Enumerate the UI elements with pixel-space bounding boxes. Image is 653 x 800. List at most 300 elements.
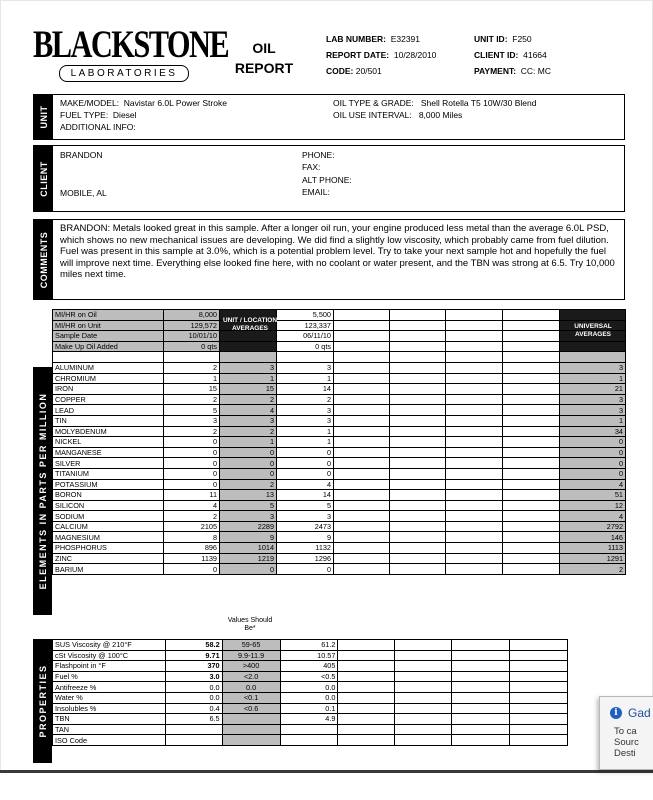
empty-history-cell [452, 671, 510, 682]
element-row [53, 458, 626, 469]
report-title [228, 38, 300, 78]
unit-id: F250 [512, 34, 532, 44]
element-row [53, 500, 626, 511]
empty-history-cell [334, 490, 390, 501]
empty-history-cell [334, 320, 390, 331]
element-label: IRON [53, 384, 164, 395]
property-should-be: 9.9-11.9 [222, 650, 280, 661]
element-previous: 2473 [277, 521, 334, 532]
property-row [53, 682, 568, 693]
info-row-label: Make Up Oil Added [53, 341, 164, 352]
empty-history-cell [390, 468, 446, 479]
element-current: 8 [164, 532, 220, 543]
empty-history-cell [503, 310, 560, 321]
element-unit-average: 1 [220, 437, 277, 448]
element-row [53, 373, 626, 384]
empty-history-cell [446, 532, 503, 543]
empty-history-cell [503, 405, 560, 416]
popup-line1: To ca [614, 726, 637, 737]
fuel-type-label: FUEL TYPE: [60, 110, 109, 120]
info-row-current: 8,000 [164, 310, 220, 321]
empty-history-cell [510, 671, 568, 682]
element-row [53, 521, 626, 532]
empty-history-cell [334, 310, 390, 321]
make-model-label: MAKE/MODEL: [60, 98, 120, 108]
empty-history-cell [452, 650, 510, 661]
property-label: Flashpoint in °F [53, 661, 166, 672]
popup-line2: Sourc [614, 737, 639, 748]
empty-history-cell [446, 458, 503, 469]
property-label: SUS Viscosity @ 210°F [53, 640, 166, 651]
empty-history-cell [446, 468, 503, 479]
element-current: 2 [164, 362, 220, 373]
property-current: 3.0 [165, 671, 222, 682]
element-current: 4 [164, 500, 220, 511]
element-row [53, 468, 626, 479]
info-icon: i [610, 707, 622, 719]
empty-history-cell [503, 468, 560, 479]
empty-history-cell [334, 500, 390, 511]
empty-history-cell [446, 373, 503, 384]
empty-history-cell [395, 671, 452, 682]
element-unit-average: 2 [220, 394, 277, 405]
element-unit-average: 15 [220, 384, 277, 395]
empty-history-cell [510, 661, 568, 672]
spacer-cell [53, 352, 164, 363]
empty-history-cell [390, 362, 446, 373]
empty-history-cell [390, 553, 446, 564]
empty-history-cell [452, 682, 510, 693]
property-label: Antifreeze % [53, 682, 166, 693]
empty-history-cell [334, 405, 390, 416]
empty-history-cell [446, 384, 503, 395]
element-previous: 14 [277, 490, 334, 501]
element-label: BARIUM [53, 564, 164, 575]
client-name: BRANDON [60, 150, 103, 160]
property-current: 0.0 [165, 682, 222, 693]
empty-history-cell [338, 661, 395, 672]
empty-history-cell [390, 564, 446, 575]
payment: CC: MC [520, 66, 552, 76]
empty-history-cell [503, 384, 560, 395]
empty-history-cell [334, 553, 390, 564]
property-current: 6.5 [165, 714, 222, 725]
empty-history-cell [510, 714, 568, 725]
element-row [53, 511, 626, 522]
oil-type: Shell Rotella T5 10W/30 Blend [420, 98, 537, 108]
info-row [53, 320, 626, 331]
property-row [53, 735, 568, 746]
element-universal-average: 0 [560, 458, 626, 469]
spacer-cell [220, 352, 277, 363]
phone-label: PHONE: [302, 150, 335, 160]
property-previous [280, 735, 338, 746]
client-city: MOBILE, AL [60, 188, 107, 198]
element-label: TITANIUM [53, 468, 164, 479]
property-previous [280, 724, 338, 735]
empty-history-cell [446, 490, 503, 501]
info-row [53, 310, 626, 321]
property-should-be: >400 [222, 661, 280, 672]
empty-history-cell [395, 692, 452, 703]
client-tab-label: CLIENT [38, 160, 49, 197]
empty-history-cell [503, 479, 560, 490]
element-unit-average: 2 [220, 426, 277, 437]
info-row-label: MI/HR on Oil [53, 310, 164, 321]
info-row-current: 129,572 [164, 320, 220, 331]
element-previous: 1 [277, 373, 334, 384]
element-label: PHOSPHORUS [53, 543, 164, 554]
popup-line3: Desti [614, 748, 636, 759]
property-row [53, 671, 568, 682]
client-box [33, 145, 625, 212]
client-id-label: CLIENT ID: [474, 50, 519, 60]
client-id: 41664 [523, 50, 547, 60]
empty-history-cell [390, 437, 446, 448]
element-row [53, 437, 626, 448]
empty-history-cell [390, 458, 446, 469]
empty-history-cell [334, 468, 390, 479]
empty-history-cell [334, 532, 390, 543]
element-previous: 1296 [277, 553, 334, 564]
empty-history-cell [510, 640, 568, 651]
spacer-cell [390, 352, 446, 363]
empty-history-cell [338, 714, 395, 725]
universal-averages-cell [560, 310, 626, 321]
empty-history-cell [446, 511, 503, 522]
empty-history-cell [395, 724, 452, 735]
element-row [53, 384, 626, 395]
element-current: 3 [164, 415, 220, 426]
element-previous: 1 [277, 426, 334, 437]
element-previous: 3 [277, 415, 334, 426]
element-unit-average: 0 [220, 458, 277, 469]
report-title-line2: REPORT [234, 60, 294, 76]
elements-table [52, 309, 626, 575]
element-current: 0 [164, 468, 220, 479]
property-row [53, 692, 568, 703]
element-universal-average: 1 [560, 373, 626, 384]
element-unit-average: 4 [220, 405, 277, 416]
empty-history-cell [452, 735, 510, 746]
element-universal-average: 1113 [560, 543, 626, 554]
code-label: CODE: [326, 66, 354, 76]
empty-history-cell [334, 331, 390, 342]
element-row [53, 532, 626, 543]
info-row-previous: 123,337 [277, 320, 334, 331]
empty-history-cell [452, 692, 510, 703]
element-universal-average: 4 [560, 479, 626, 490]
property-label: TAN [53, 724, 166, 735]
empty-history-cell [390, 331, 446, 342]
property-row [53, 640, 568, 651]
property-previous: 0.0 [280, 682, 338, 693]
info-row [53, 341, 626, 352]
property-should-be [222, 714, 280, 725]
values-should-be-note: Values Should Be* [227, 617, 273, 632]
properties-table [52, 639, 568, 746]
empty-history-cell [446, 320, 503, 331]
empty-history-cell [390, 373, 446, 384]
empty-history-cell [452, 640, 510, 651]
properties-sidebar [33, 639, 52, 763]
element-label: MOLYBDENUM [53, 426, 164, 437]
empty-history-cell [446, 437, 503, 448]
empty-history-cell [446, 447, 503, 458]
property-label: cSt Viscosity @ 100°C [53, 650, 166, 661]
element-previous: 5 [277, 500, 334, 511]
element-unit-average: 0 [220, 564, 277, 575]
element-universal-average: 0 [560, 447, 626, 458]
elements-sidebar [33, 367, 52, 615]
comments-text: BRANDON: Metals looked great in this sample. After a longer oil run, your engine produced less metal than the average 6.0L PSD, which shows no new mechanical issues are developing. We did find a slightly low viscosity, which probably came from fuel dilution. Fuel was present in this sample at 3.0%, which is a potential problem level. Try to take your next sample hot and hopefully the fuel will improve next time. Everything else looked fine here, with no coolant or water present, and the TBN was strong at 6.5. Try 10,000 miles next time. [60, 223, 615, 280]
element-universal-average: 2792 [560, 521, 626, 532]
property-should-be: <2.0 [222, 671, 280, 682]
unit-box [33, 94, 625, 140]
spacer-cell [277, 352, 334, 363]
empty-history-cell [390, 341, 446, 352]
empty-history-cell [446, 415, 503, 426]
empty-history-cell [503, 341, 560, 352]
element-label: ZINC [53, 553, 164, 564]
empty-history-cell [334, 384, 390, 395]
property-label: Insolubles % [53, 703, 166, 714]
blackstone-logo [33, 23, 229, 87]
element-previous: 0 [277, 468, 334, 479]
element-current: 1139 [164, 553, 220, 564]
property-row [53, 714, 568, 725]
property-should-be [222, 724, 280, 735]
property-current: 0.4 [165, 703, 222, 714]
element-current: 0 [164, 447, 220, 458]
comments-tab [34, 220, 53, 299]
element-label: NICKEL [53, 437, 164, 448]
empty-history-cell [446, 553, 503, 564]
empty-history-cell [503, 500, 560, 511]
spacer-row [53, 352, 626, 363]
empty-history-cell [503, 553, 560, 564]
element-previous: 2 [277, 394, 334, 405]
empty-history-cell [446, 500, 503, 511]
unit-averages-cell [220, 341, 277, 352]
property-current: 9.71 [165, 650, 222, 661]
property-label: TBN [53, 714, 166, 725]
property-current [165, 724, 222, 735]
element-previous: 0 [277, 564, 334, 575]
report-title-line1: OIL [252, 40, 276, 56]
info-row-current: 10/01/10 [164, 331, 220, 342]
property-previous: 0.0 [280, 692, 338, 703]
oil-type-label: OIL TYPE & GRADE: [333, 98, 414, 108]
info-row-previous: 0 qts [277, 341, 334, 352]
property-previous: 4.9 [280, 714, 338, 725]
empty-history-cell [390, 426, 446, 437]
empty-history-cell [510, 682, 568, 693]
element-previous: 3 [277, 511, 334, 522]
element-row [53, 479, 626, 490]
empty-history-cell [446, 362, 503, 373]
element-label: MAGNESIUM [53, 532, 164, 543]
empty-history-cell [334, 394, 390, 405]
fax-label: FAX: [302, 162, 321, 172]
element-unit-average: 1219 [220, 553, 277, 564]
element-row [53, 543, 626, 554]
comments-tab-label: COMMENTS [38, 231, 49, 288]
element-unit-average: 9 [220, 532, 277, 543]
element-universal-average: 1291 [560, 553, 626, 564]
empty-history-cell [446, 310, 503, 321]
property-row [53, 724, 568, 735]
universal-averages-header: UNIVERSAL AVERAGES [574, 323, 612, 338]
empty-history-cell [510, 735, 568, 746]
element-previous: 14 [277, 384, 334, 395]
empty-history-cell [390, 415, 446, 426]
element-label: TIN [53, 415, 164, 426]
empty-history-cell [446, 543, 503, 554]
empty-history-cell [334, 415, 390, 426]
element-row [53, 405, 626, 416]
element-previous: 0 [277, 458, 334, 469]
element-previous: 1132 [277, 543, 334, 554]
element-unit-average: 1 [220, 373, 277, 384]
empty-history-cell [446, 405, 503, 416]
empty-history-cell [334, 543, 390, 554]
client-tab [34, 146, 53, 211]
empty-history-cell [334, 437, 390, 448]
empty-history-cell [395, 650, 452, 661]
fuel-type: Diesel [112, 110, 137, 120]
alt-phone-label: ALT PHONE: [302, 175, 352, 185]
element-current: 0 [164, 564, 220, 575]
property-current: 370 [165, 661, 222, 672]
window-bottom-area [0, 773, 653, 800]
unit-id-label: UNIT ID: [474, 34, 508, 44]
empty-history-cell [446, 331, 503, 342]
empty-history-cell [395, 640, 452, 651]
spacer-cell [560, 352, 626, 363]
empty-history-cell [390, 405, 446, 416]
element-unit-average: 5 [220, 500, 277, 511]
element-unit-average: 0 [220, 468, 277, 479]
empty-history-cell [503, 511, 560, 522]
info-row [53, 331, 626, 342]
property-current: 58.2 [165, 640, 222, 651]
empty-history-cell [510, 724, 568, 735]
meta-right [474, 34, 551, 77]
empty-history-cell [334, 447, 390, 458]
empty-history-cell [390, 479, 446, 490]
empty-history-cell [446, 564, 503, 575]
empty-history-cell [334, 362, 390, 373]
element-current: 2105 [164, 521, 220, 532]
element-row [53, 564, 626, 575]
element-current: 0 [164, 437, 220, 448]
empty-history-cell [510, 692, 568, 703]
property-should-be [222, 735, 280, 746]
empty-history-cell [503, 373, 560, 384]
element-current: 896 [164, 543, 220, 554]
properties-sidebar-label: PROPERTIES [37, 664, 48, 738]
element-current: 15 [164, 384, 220, 395]
element-label: SODIUM [53, 511, 164, 522]
empty-history-cell [395, 661, 452, 672]
spacer-cell [164, 352, 220, 363]
report-date: 10/28/2010 [393, 50, 437, 60]
email-label: EMAIL: [302, 187, 330, 197]
property-label: ISO Code [53, 735, 166, 746]
empty-history-cell [446, 479, 503, 490]
empty-history-cell [503, 437, 560, 448]
empty-history-cell [338, 692, 395, 703]
property-previous: 10.57 [280, 650, 338, 661]
element-unit-average: 3 [220, 511, 277, 522]
empty-history-cell [334, 511, 390, 522]
empty-history-cell [334, 341, 390, 352]
element-previous: 1 [277, 437, 334, 448]
property-row [53, 661, 568, 672]
empty-history-cell [446, 394, 503, 405]
meta-left [326, 34, 436, 77]
property-should-be: 59-65 [222, 640, 280, 651]
info-row-label: MI/HR on Unit [53, 320, 164, 331]
spacer-cell [334, 352, 390, 363]
element-universal-average: 51 [560, 490, 626, 501]
report-date-label: REPORT DATE: [326, 50, 390, 60]
empty-history-cell [395, 735, 452, 746]
empty-history-cell [452, 703, 510, 714]
make-model: Navistar 6.0L Power Stroke [123, 98, 227, 108]
empty-history-cell [334, 479, 390, 490]
property-previous: <0.5 [280, 671, 338, 682]
element-current: 2 [164, 426, 220, 437]
lab-number: E32391 [390, 34, 421, 44]
element-current: 2 [164, 511, 220, 522]
empty-history-cell [446, 426, 503, 437]
lab-number-label: LAB NUMBER: [326, 34, 386, 44]
element-label: SILVER [53, 458, 164, 469]
empty-history-cell [390, 384, 446, 395]
empty-history-cell [334, 426, 390, 437]
element-universal-average: 3 [560, 405, 626, 416]
element-current: 5 [164, 405, 220, 416]
empty-history-cell [503, 458, 560, 469]
empty-history-cell [503, 447, 560, 458]
property-current [165, 735, 222, 746]
empty-history-cell [338, 682, 395, 693]
empty-history-cell [510, 650, 568, 661]
element-previous: 3 [277, 362, 334, 373]
logo-sub: LABORATORIES [59, 65, 189, 82]
property-previous: 405 [280, 661, 338, 672]
notification-popup[interactable] [599, 696, 653, 770]
element-previous: 3 [277, 405, 334, 416]
property-label: Fuel % [53, 671, 166, 682]
empty-history-cell [503, 543, 560, 554]
element-current: 11 [164, 490, 220, 501]
oil-interval-label: OIL USE INTERVAL: [333, 110, 412, 120]
empty-history-cell [503, 394, 560, 405]
element-unit-average: 13 [220, 490, 277, 501]
empty-history-cell [503, 521, 560, 532]
empty-history-cell [390, 511, 446, 522]
element-row [53, 447, 626, 458]
property-should-be: <0.1 [222, 692, 280, 703]
element-label: CHROMIUM [53, 373, 164, 384]
element-row [53, 362, 626, 373]
spacer-cell [503, 352, 560, 363]
element-current: 0 [164, 458, 220, 469]
empty-history-cell [390, 532, 446, 543]
